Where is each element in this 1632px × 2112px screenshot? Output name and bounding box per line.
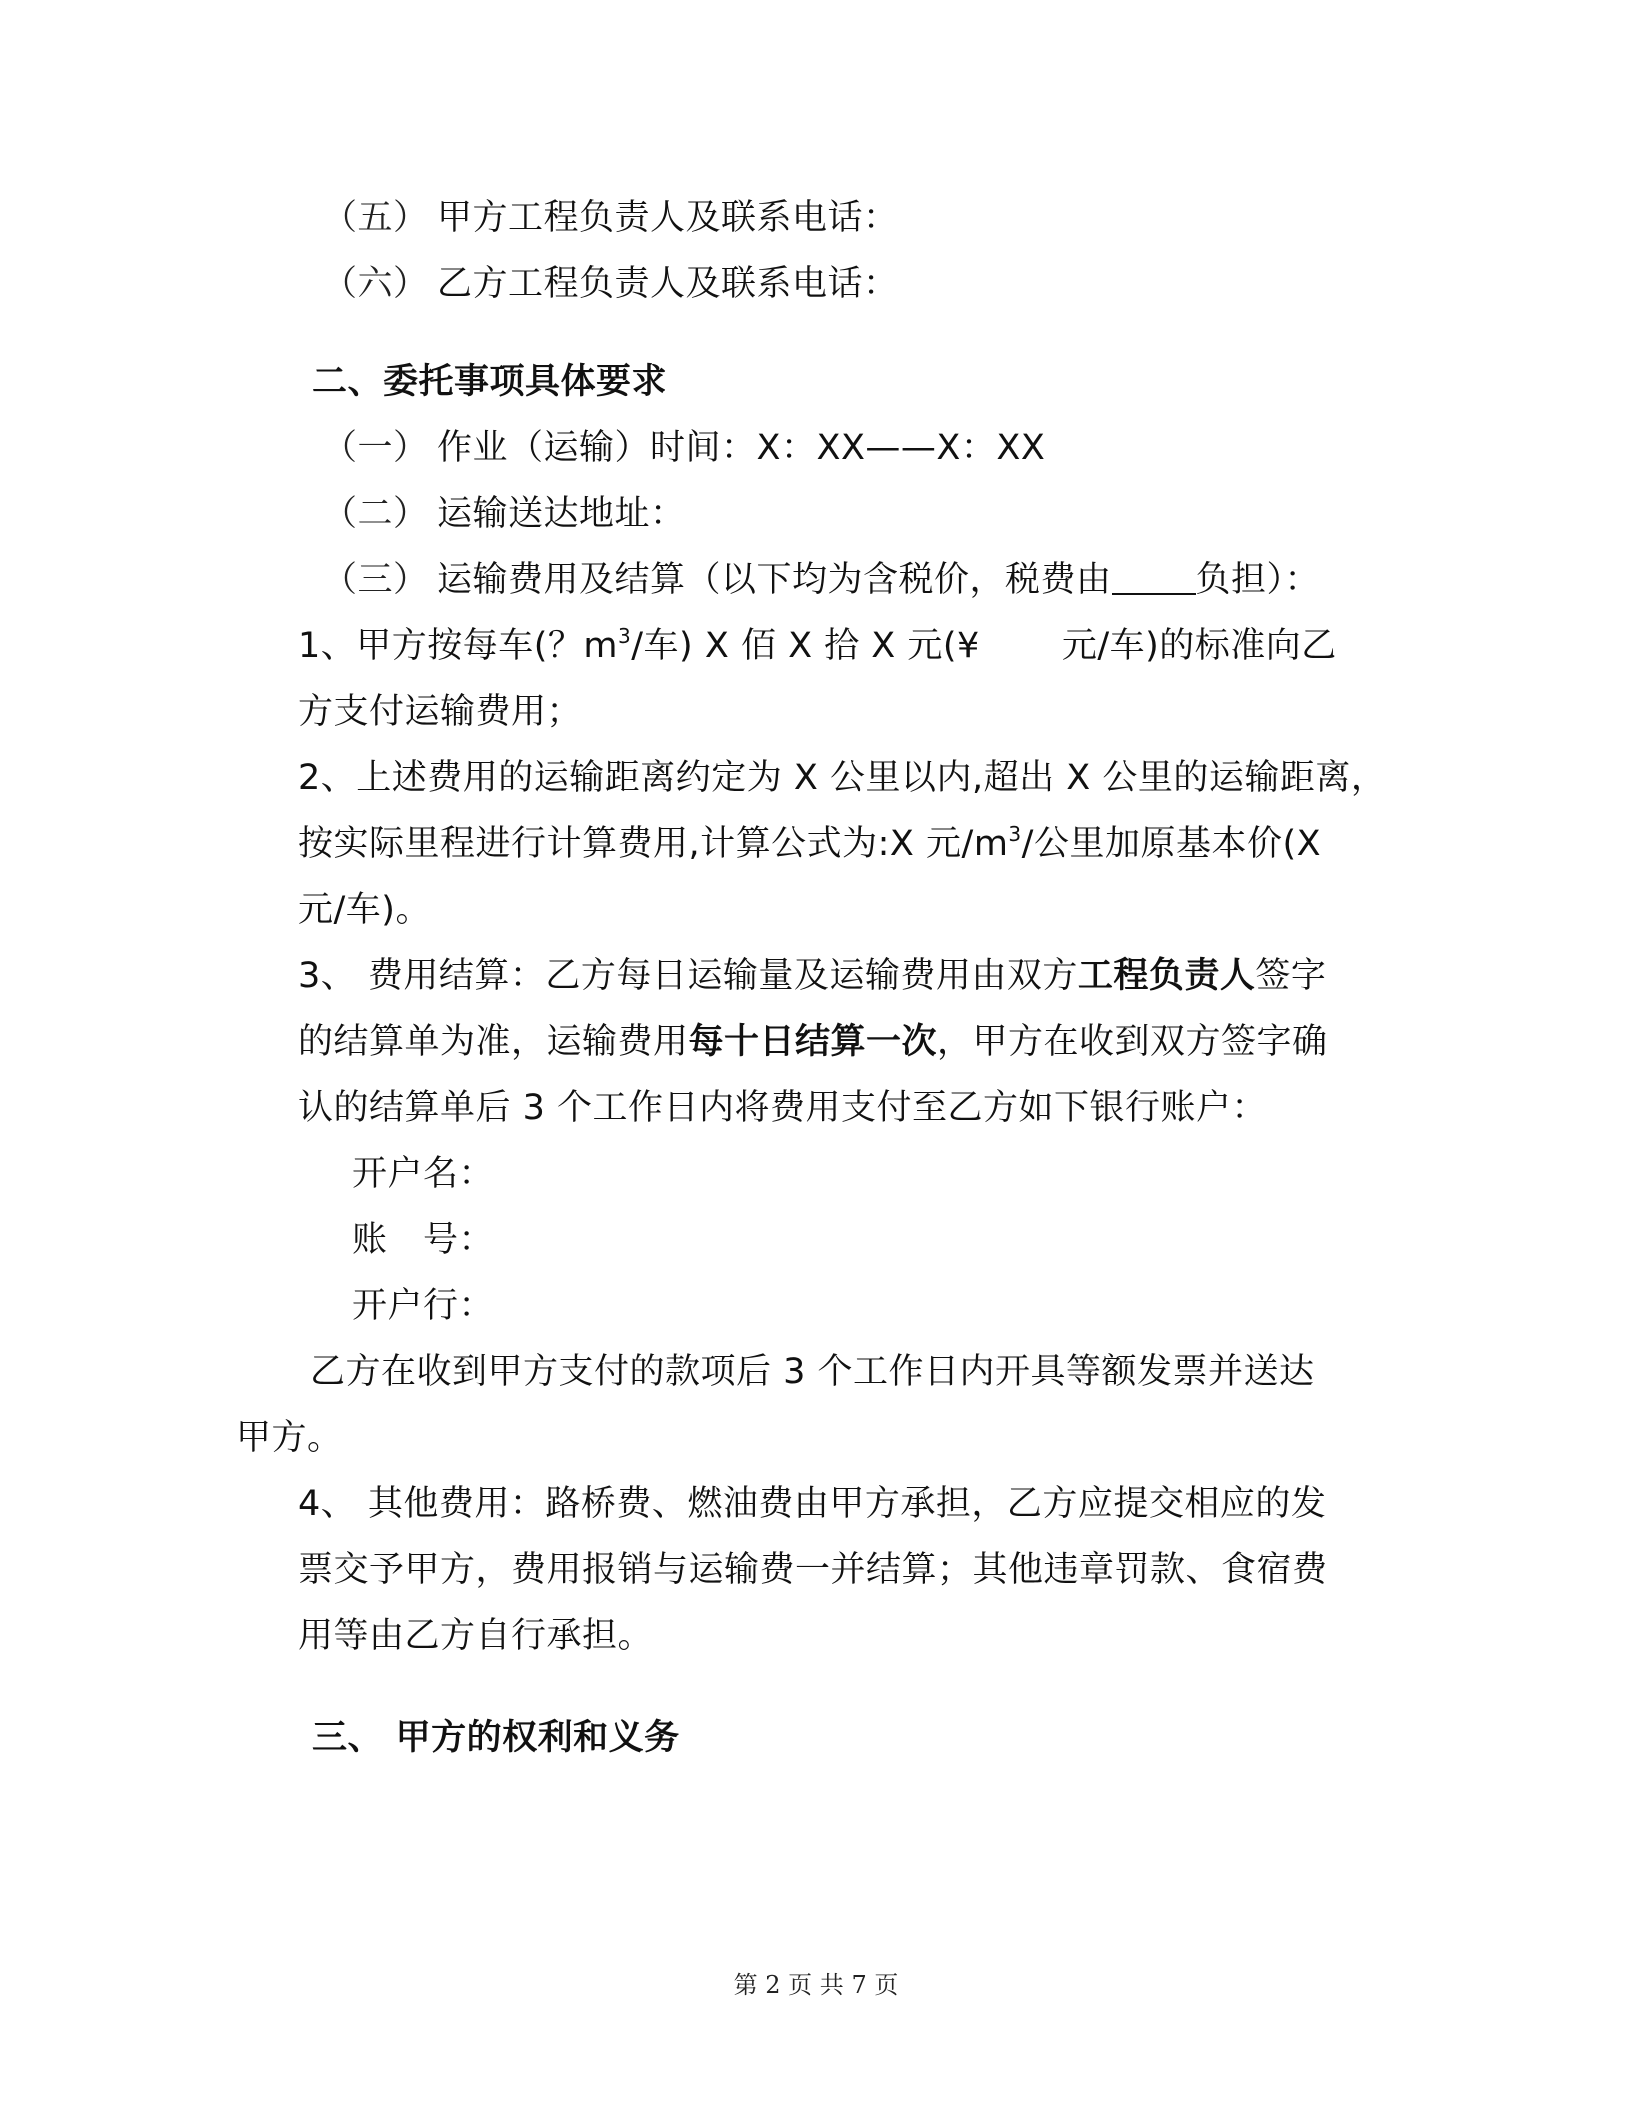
item-number: （二） xyxy=(322,494,429,534)
clause-text: 3、 费用结算：乙方每日运输量及运输费用由双方 xyxy=(298,956,1078,996)
section-heading-3: 三、 甲方的权利和义务 xyxy=(312,1718,680,1758)
section-heading-2: 二、委托事项具体要求 xyxy=(312,362,668,402)
item-2-1 xyxy=(322,426,1045,470)
clause-4-line2: 票交予甲方，费用报销与运输费一并结算；其他违章罚款、食宿费 xyxy=(298,1550,1328,1590)
clause-text: 按实际里程进行计算费用,计算公式为:X 元/m xyxy=(298,824,1009,864)
item-number: （六） xyxy=(322,264,429,304)
clause-3-line2 xyxy=(298,1020,1328,1064)
item-number: （三） xyxy=(322,560,429,600)
item-text: 乙方工程负责人及联系电话： xyxy=(437,264,899,304)
item-text: 甲方工程负责人及联系电话： xyxy=(437,198,899,238)
page-footer: 第 2 页 共 7 页 xyxy=(733,1971,899,1999)
item-text: 作业（运输）时间：X：XX——X：XX xyxy=(437,428,1046,468)
bank-account-number-label: 账 号： xyxy=(352,1220,495,1260)
clause-1-line2: 方支付运输费用； xyxy=(298,692,583,732)
clause-1-line1 xyxy=(298,624,1337,668)
superscript: 3 xyxy=(1008,822,1022,846)
clause-text: 元/车)的标准向乙 xyxy=(1061,626,1337,666)
clause-bold-text: 工程负责人 xyxy=(1077,956,1256,996)
superscript: 3 xyxy=(618,624,632,648)
item-2-2 xyxy=(322,492,686,536)
clause-4-line3: 用等由乙方自行承担。 xyxy=(298,1616,654,1656)
clause-2-line1: 2、上述费用的运输距离约定为 X 公里以内,超出 X 公里的运输距离， xyxy=(298,758,1387,798)
item-5 xyxy=(322,196,899,240)
item-number: （五） xyxy=(322,198,429,238)
invoice-line2: 甲方。 xyxy=(236,1418,343,1458)
clause-4-line1: 4、 其他费用：路桥费、燃油费由甲方承担，乙方应提交相应的发 xyxy=(298,1484,1327,1524)
clause-2-line2 xyxy=(298,822,1321,866)
clause-text: ，甲方在收到双方签字确 xyxy=(937,1022,1328,1062)
clause-bold-text: 每十日结算一次 xyxy=(688,1022,938,1062)
clause-text: /公里加原基本价(X xyxy=(1021,824,1322,864)
clause-3-line3: 认的结算单后 3 个工作日内将费用支付至乙方如下银行账户： xyxy=(298,1088,1268,1128)
item-text-b: 负担）： xyxy=(1195,560,1321,600)
tax-bearer-blank xyxy=(1112,561,1196,595)
item-6 xyxy=(322,262,899,306)
clause-text: 签字 xyxy=(1255,956,1327,996)
clause-2-line3: 元/车)。 xyxy=(298,890,431,930)
clause-text: 1、甲方按每车(？m xyxy=(298,626,619,666)
item-2-3 xyxy=(322,558,1320,602)
clause-3-line1 xyxy=(298,954,1326,998)
clause-text: 的结算单为准，运输费用 xyxy=(298,1022,689,1062)
bank-name-label: 开户行： xyxy=(352,1286,495,1326)
bank-account-name-label: 开户名： xyxy=(352,1154,495,1194)
item-text-a: 运输费用及结算（以下均为含税价，税费由 xyxy=(437,560,1112,600)
invoice-line1: 乙方在收到甲方支付的款项后 3 个工作日内开具等额发票并送达 xyxy=(310,1352,1315,1392)
item-number: （一） xyxy=(322,428,429,468)
clause-text: /车) X 佰 X 拾 X 元(¥ xyxy=(631,626,980,666)
item-text: 运输送达地址： xyxy=(437,494,686,534)
